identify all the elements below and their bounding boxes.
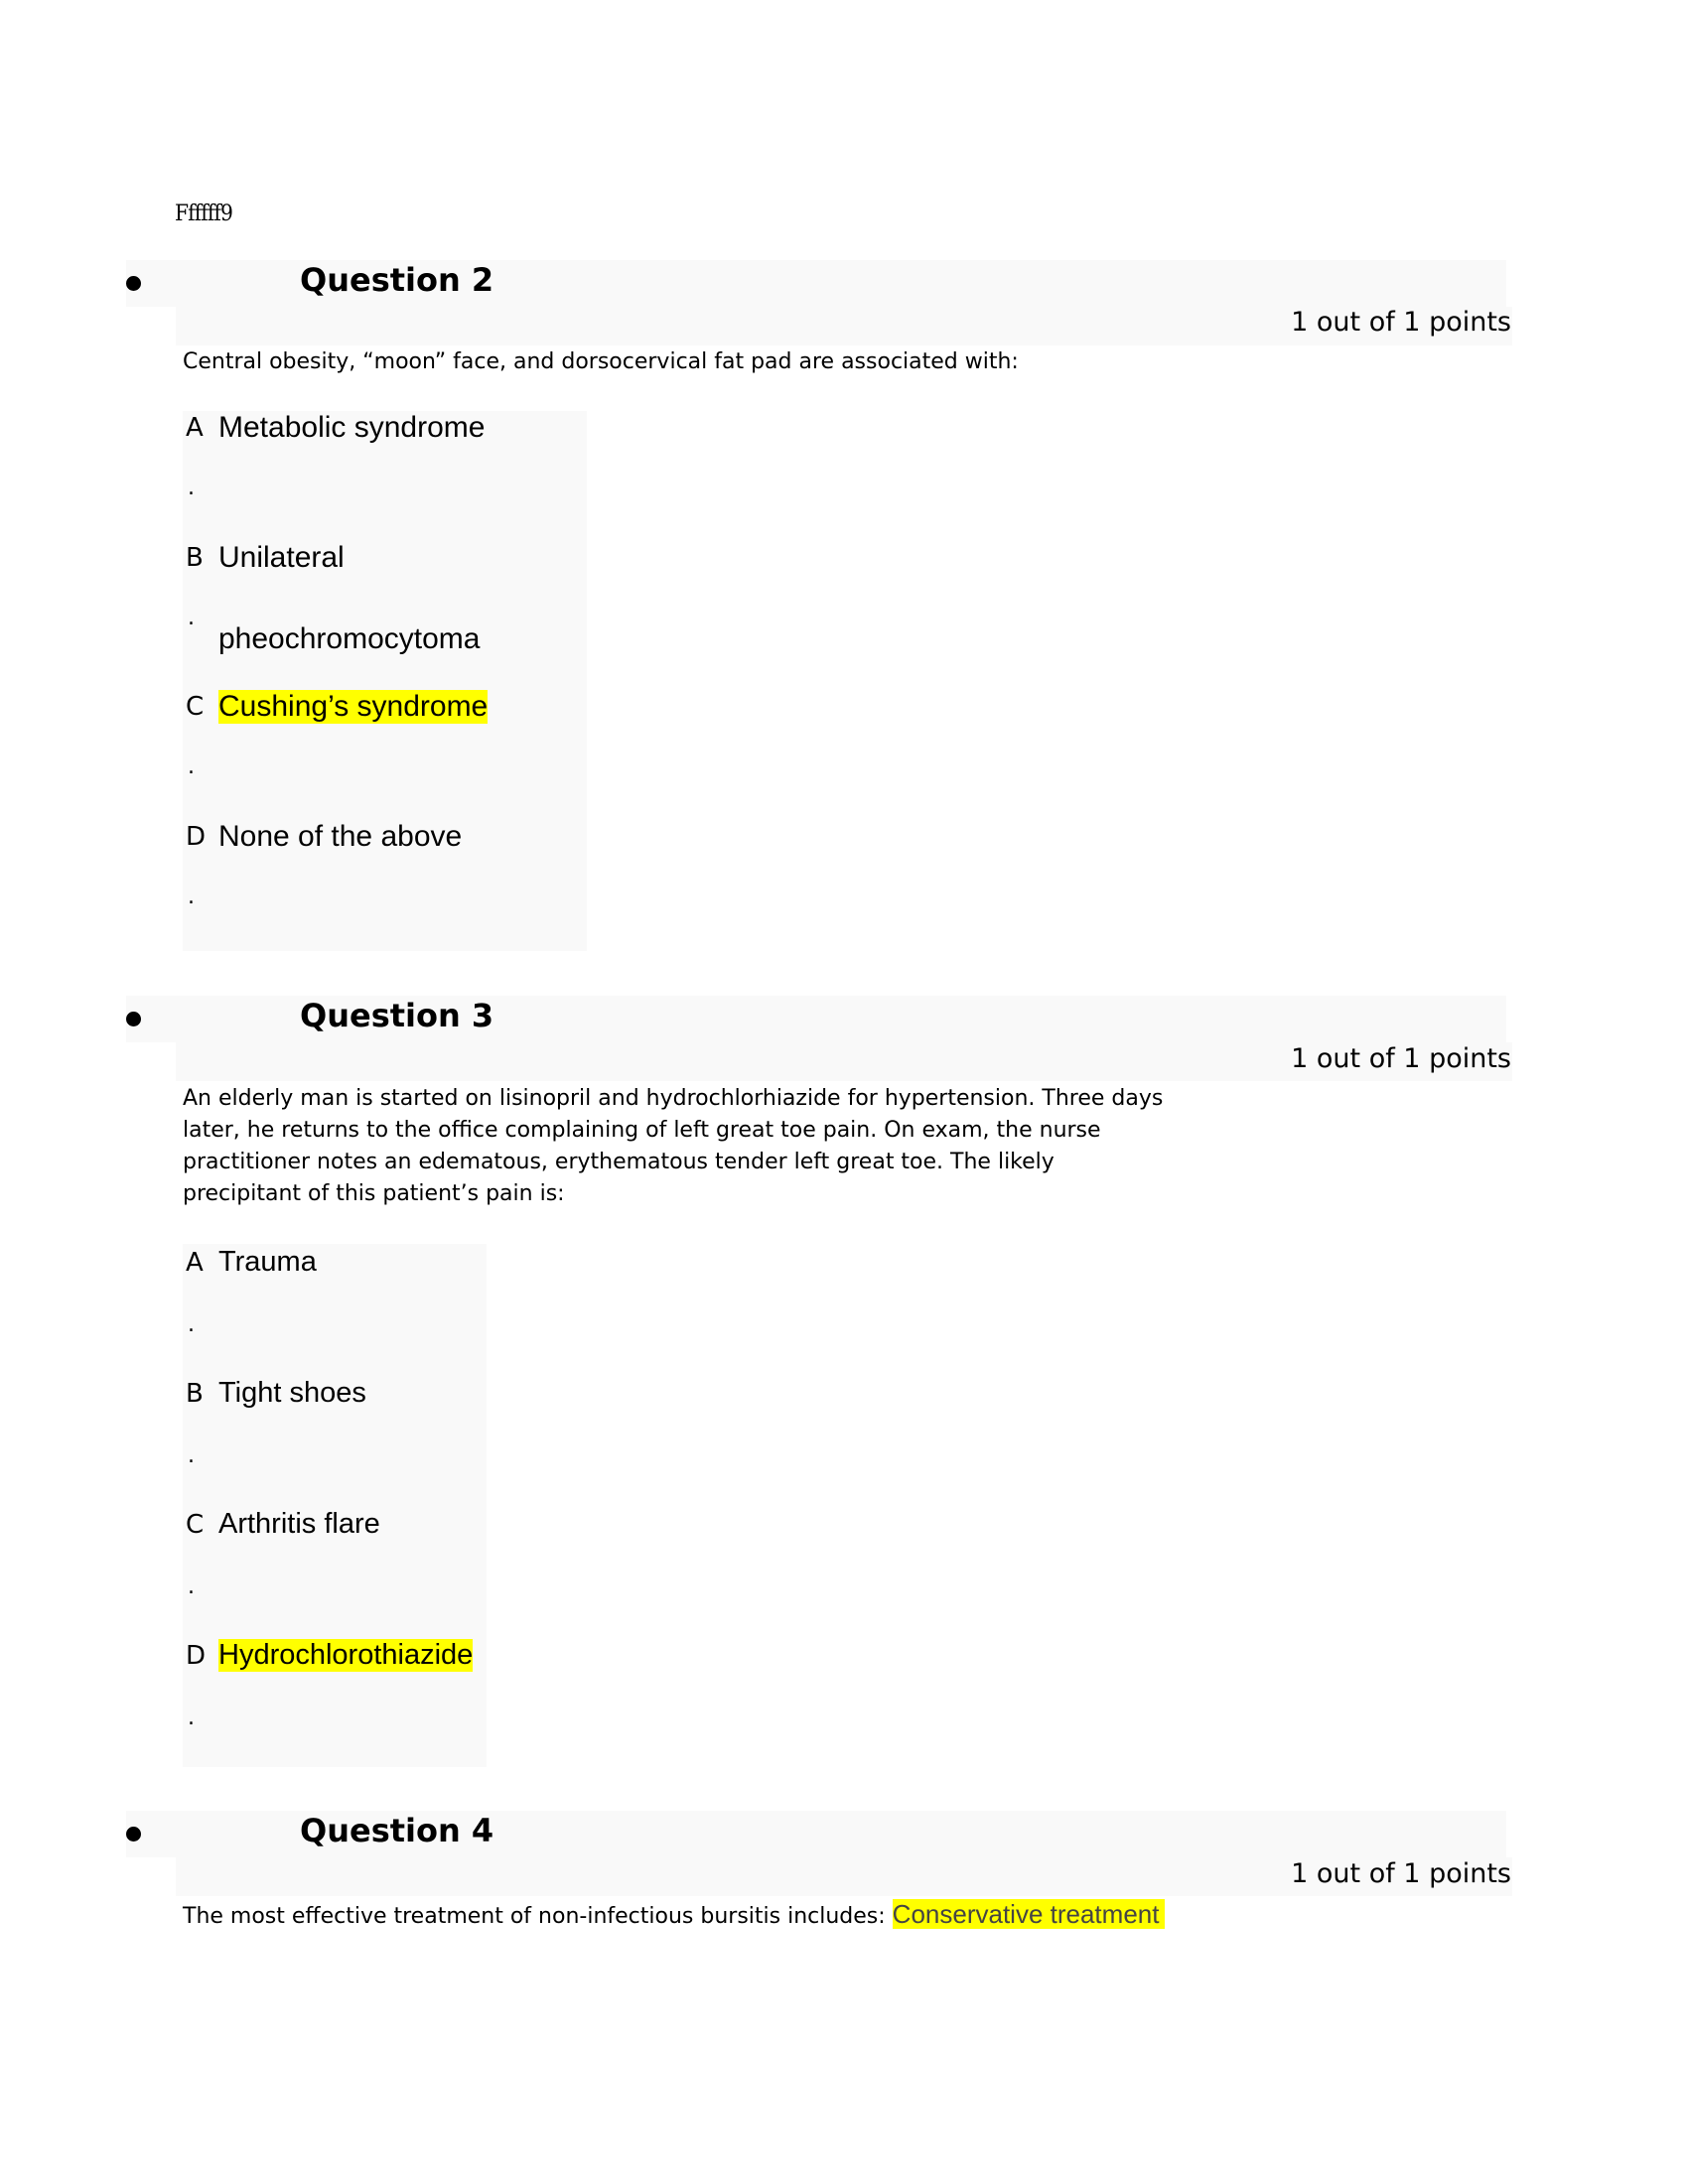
option-dot: . xyxy=(188,606,195,630)
question-text xyxy=(183,1083,1474,1210)
option-letter: C xyxy=(186,692,205,722)
question-text-line: later, he returns to the office complaining of left great toe pain. On exam, the nurse xyxy=(183,1118,1101,1143)
option-text: None of the above xyxy=(218,820,463,853)
option-dot: . xyxy=(188,1312,195,1337)
question-text-line: precipitant of this patient’s pain is: xyxy=(183,1181,565,1206)
option-letter: A xyxy=(186,1248,204,1278)
question-title: Question 4 xyxy=(300,1812,494,1849)
option-dot: . xyxy=(188,1443,195,1468)
option-letter: B xyxy=(186,1379,204,1409)
bullet-icon xyxy=(126,1012,141,1026)
question-text-line: practitioner notes an edematous, erythematous tender left great toe. The likely xyxy=(183,1150,1055,1174)
option-letter: A xyxy=(186,413,204,443)
option-letter: D xyxy=(186,822,207,852)
question-title: Question 2 xyxy=(300,261,494,299)
option-text-highlighted: Cushing’s syndrome xyxy=(218,690,489,723)
question-points: 1 out of 1 points xyxy=(1291,1858,1511,1889)
option-letter: B xyxy=(186,543,204,573)
option-letter: C xyxy=(186,1510,205,1540)
bullet-icon xyxy=(126,1827,141,1842)
answer-highlighted: Conservative treatment xyxy=(893,1899,1166,1929)
option-text-line-1: Unilateral xyxy=(218,541,345,574)
question-text-row xyxy=(183,1898,1474,1933)
question-text: The most effective treatment of non-infectious bursitis includes: xyxy=(183,1904,886,1929)
question-points: 1 out of 1 points xyxy=(1291,307,1511,338)
question-title: Question 3 xyxy=(300,997,494,1034)
option-text: Tight shoes xyxy=(218,1377,366,1409)
document-label: Ffffff9 xyxy=(175,202,232,226)
option-text-line-2: pheochromocytoma xyxy=(218,622,481,655)
option-text-highlighted: Hydrochlorothiazide xyxy=(218,1639,474,1671)
answer-options xyxy=(183,1244,487,1767)
option-dot: . xyxy=(188,885,195,909)
question-points: 1 out of 1 points xyxy=(1291,1043,1511,1074)
question-text: Central obesity, “moon” face, and dorsocervical fat pad are associated with: xyxy=(183,349,1019,374)
answer-options xyxy=(183,411,587,951)
option-letter: D xyxy=(186,1641,207,1671)
option-text: Metabolic syndrome xyxy=(218,411,486,444)
option-dot: . xyxy=(188,1574,195,1599)
option-dot: . xyxy=(188,476,195,500)
option-text: Trauma xyxy=(218,1246,317,1278)
option-dot: . xyxy=(188,754,195,779)
option-text: Arthritis flare xyxy=(218,1508,380,1540)
question-text-line: An elderly man is started on lisinopril and hydrochlorhiazide for hypertension. Three days xyxy=(183,1086,1164,1111)
bullet-icon xyxy=(126,276,141,291)
option-dot: . xyxy=(188,1706,195,1730)
